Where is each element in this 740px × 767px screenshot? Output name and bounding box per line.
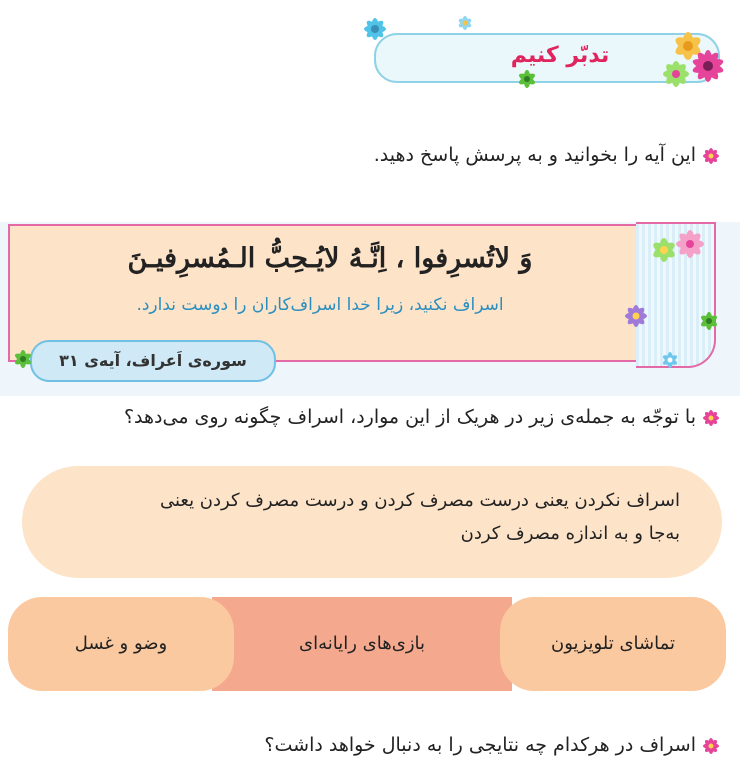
pink-flower-bullet-icon xyxy=(702,737,720,755)
verse-translation: اسراف نکنید، زیرا خدا اسراف‌کاران را دوست ندارد. xyxy=(136,295,504,315)
instruction-line xyxy=(374,140,720,170)
verse-flowers-icon xyxy=(646,226,712,272)
green-flower-icon xyxy=(516,68,538,90)
small-blue-flower-icon xyxy=(660,350,680,370)
green-flower-icon xyxy=(698,310,720,332)
statement-text xyxy=(60,484,680,564)
question-line xyxy=(264,730,720,760)
option-watching-tv: تماشای تلویزیون xyxy=(500,597,726,691)
small-blue-flower-icon xyxy=(456,14,474,32)
flower-bouquet-icon xyxy=(652,26,732,98)
question-line xyxy=(124,402,720,432)
verse-source-badge: سوره‌ی اَعراف، آیه‌ی ۳۱ xyxy=(30,340,276,382)
option-ablution: وضو و غسل xyxy=(8,597,234,691)
verse-arabic-text: وَ لاتُسرِفوا ، اِنَّـهُ لایُـحِبُّ الـمُسرِفیـنَ xyxy=(127,243,533,274)
statement-line-1: اسراف نکردن یعنی درست مصرف کردن و درست مصرف کردن یعنی xyxy=(159,490,680,511)
purple-flower-icon xyxy=(622,302,650,330)
pink-flower-bullet-icon xyxy=(702,147,720,165)
section-title: تدبّر کنیم xyxy=(510,43,610,68)
green-flower-icon xyxy=(12,348,34,370)
instruction-text: این آیه را بخوانید و به پرسش پاسخ دهید. xyxy=(373,144,696,166)
question-text: با توجّه به جمله‌ی زیر در هریک از این موارد، اسراف چگونه روی می‌دهد؟ xyxy=(123,406,696,428)
question-text: اسراف در هرکدام چه نتایجی را به دنبال خواهد داشت؟ xyxy=(264,734,696,756)
option-computer-games: بازی‌های رایانه‌ای xyxy=(212,597,512,691)
statement-line-2: به‌جا و به اندازه مصرف کردن xyxy=(460,523,680,544)
blue-flower-icon xyxy=(360,14,390,44)
pink-flower-bullet-icon xyxy=(702,409,720,427)
